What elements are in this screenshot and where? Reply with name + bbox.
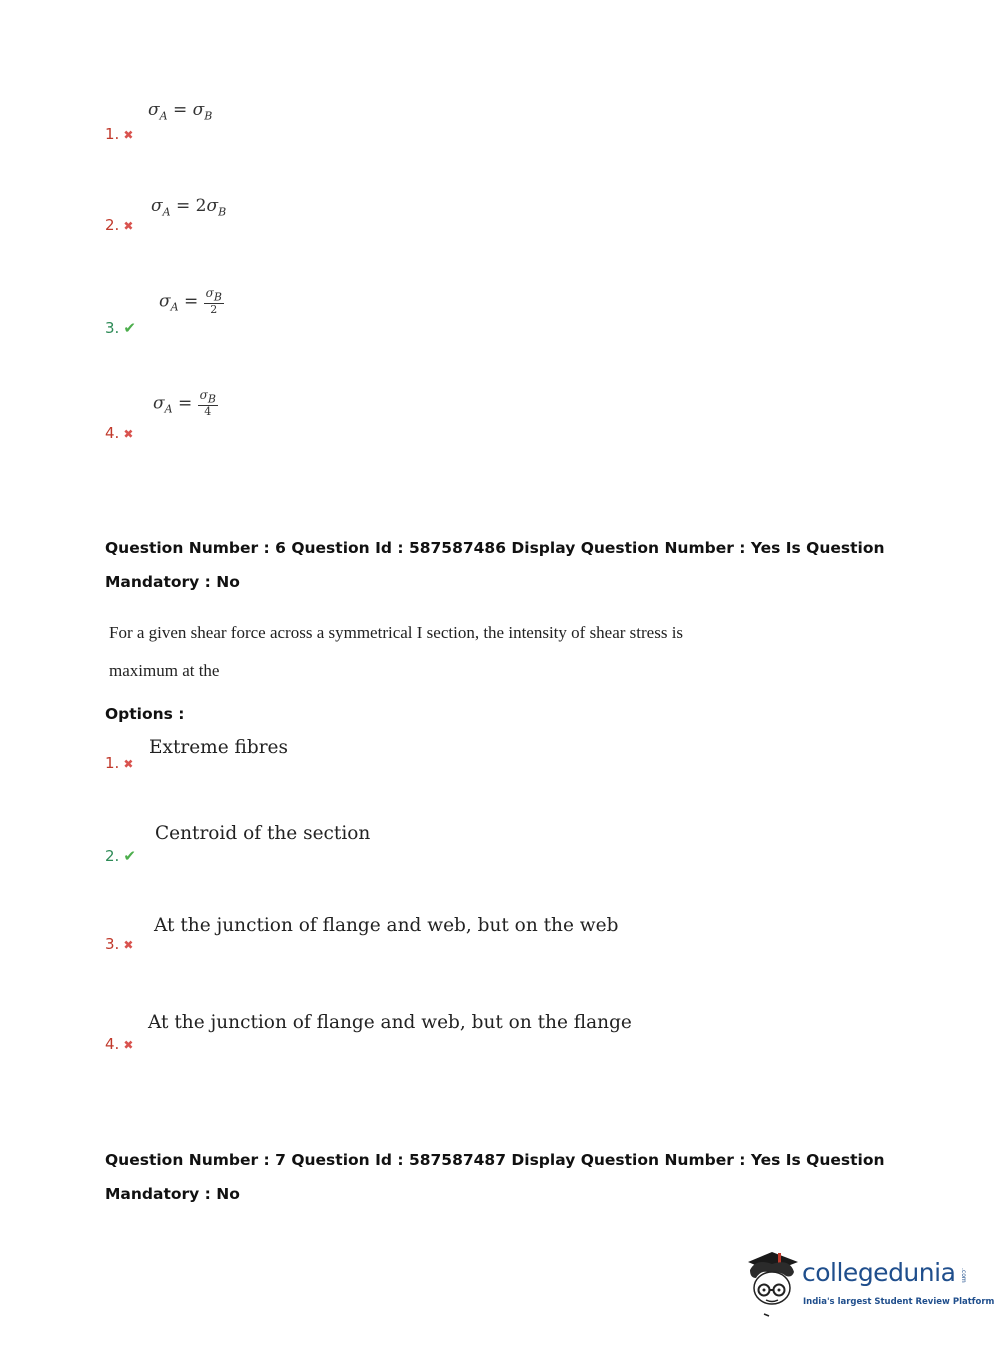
q7-header-line1: Question Number : 7 Question Id : 587587487 Display Question Number : Yes Is Question	[105, 1151, 885, 1169]
logo-suffix: .com	[960, 1268, 967, 1283]
fraction-numerator: σ	[199, 388, 208, 402]
prev-option-1-rhs: σ	[192, 100, 205, 120]
prev-option-2-formula	[151, 196, 226, 218]
prev-option-3-formula	[159, 287, 224, 317]
prev-option-2-rhs-sub: B	[218, 205, 227, 219]
prev-option-1-number	[105, 125, 133, 143]
logo-wordmark: collegedunia	[802, 1258, 956, 1287]
q7-header-line2: Mandatory : No	[105, 1185, 240, 1203]
prev-option-4-fraction	[198, 389, 218, 419]
wrong-icon: ✖	[123, 1038, 134, 1052]
q6-text-line1: For a given shear force across a symmetrical I section, the intensity of shear stress is	[109, 623, 684, 642]
prev-option-1-rhs-sub: B	[204, 109, 213, 123]
q6-option-2-text: Centroid of the section	[155, 823, 371, 844]
prev-option-1-eq: =	[172, 100, 188, 120]
option-number: 3.	[105, 319, 120, 337]
prev-option-3-number	[105, 319, 136, 337]
prev-option-3-eq: =	[183, 291, 199, 312]
option-number: 2.	[105, 847, 120, 865]
prev-option-1-lhs-sub: A	[159, 109, 168, 123]
option-number: 1.	[105, 125, 120, 143]
collegedunia-logo[interactable]	[742, 1248, 995, 1320]
q6-option-3-text: At the junction of flange and web, but on the web	[154, 915, 619, 936]
prev-option-1-lhs: σ	[148, 100, 160, 120]
prev-option-4-formula	[153, 389, 218, 419]
q6-header-line1: Question Number : 6 Question Id : 587587486 Display Question Number : Yes Is Question	[105, 539, 885, 557]
check-icon: ✔	[123, 319, 136, 337]
option-number: 4.	[105, 424, 120, 442]
prev-option-4-lhs: σ	[153, 393, 165, 414]
q6-option-4-number	[105, 1035, 133, 1053]
wrong-icon: ✖	[123, 219, 134, 233]
prev-option-3-lhs: σ	[159, 291, 171, 312]
prev-option-2-rhs: σ	[206, 196, 219, 216]
prev-option-3-lhs-sub: A	[170, 300, 179, 314]
wrong-icon: ✖	[123, 938, 134, 952]
prev-option-2-lhs-sub: A	[162, 205, 171, 219]
prev-option-2-coef: 2	[195, 196, 207, 216]
q6-option-1-text: Extreme fibres	[149, 737, 289, 758]
fraction-denominator: 4	[204, 405, 212, 419]
q6-text-line2: maximum at the	[109, 661, 220, 680]
wrong-icon: ✖	[123, 128, 134, 142]
q6-option-2-number	[105, 847, 136, 865]
option-number: 1.	[105, 754, 120, 772]
prev-option-4-lhs-sub: A	[164, 402, 173, 416]
option-number: 4.	[105, 1035, 120, 1053]
wrong-icon: ✖	[123, 757, 134, 771]
option-number: 2.	[105, 216, 120, 234]
prev-option-3-fraction	[204, 287, 224, 317]
prev-option-2-number	[105, 216, 133, 234]
option-number: 3.	[105, 935, 120, 953]
q6-option-4-text: At the junction of flange and web, but on the flange	[148, 1012, 632, 1033]
q6-option-1-number	[105, 754, 133, 772]
prev-option-4-eq: =	[177, 393, 193, 414]
prev-option-2-eq: =	[175, 196, 191, 216]
fraction-numerator: σ	[205, 286, 214, 300]
wrong-icon: ✖	[123, 427, 134, 441]
q6-option-3-number	[105, 935, 133, 953]
prev-option-4-number	[105, 424, 133, 442]
logo-tagline: India's largest Student Review Platform	[803, 1297, 995, 1307]
q6-header-line2: Mandatory : No	[105, 573, 240, 591]
check-icon: ✔	[123, 847, 136, 865]
q6-options-label: Options :	[105, 705, 185, 723]
fraction-numerator-sub: B	[213, 290, 222, 304]
fraction-denominator: 2	[210, 303, 218, 317]
prev-option-1-formula	[148, 100, 212, 122]
mascot-icon	[742, 1248, 802, 1320]
prev-option-2-lhs: σ	[151, 196, 163, 216]
fraction-numerator-sub: B	[207, 392, 216, 406]
